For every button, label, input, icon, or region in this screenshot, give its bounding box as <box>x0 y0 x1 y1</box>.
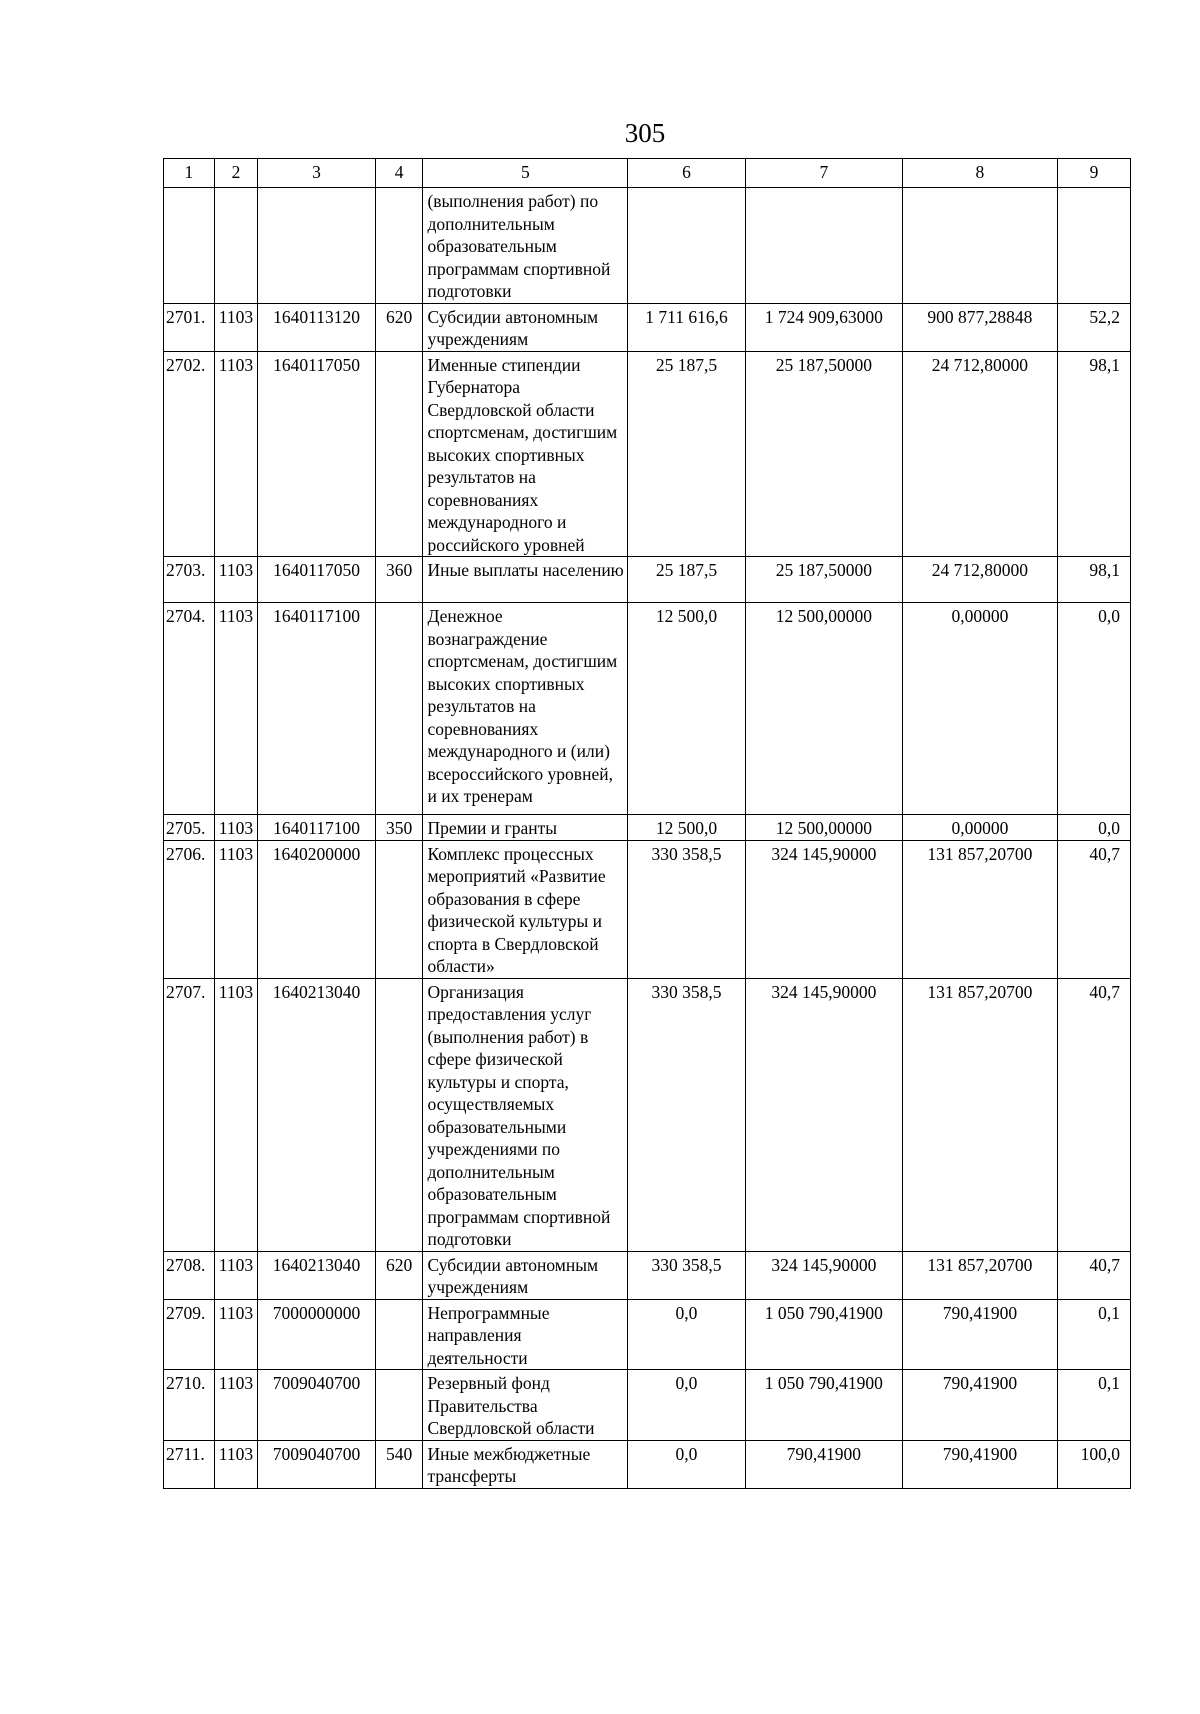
value-col-8: 24 712,80000 <box>902 557 1057 603</box>
table-row <box>164 1251 1131 1299</box>
budget-table <box>163 158 1131 1489</box>
section-code: 1103 <box>214 351 258 557</box>
value-col-7: 25 187,50000 <box>745 351 902 557</box>
target-code: 1640117100 <box>258 603 376 815</box>
value-col-8: 131 857,20700 <box>902 840 1057 978</box>
row-number: 2703. <box>164 557 215 603</box>
row-number: 2705. <box>164 815 215 841</box>
section-code <box>214 188 258 304</box>
target-code: 7009040700 <box>258 1440 376 1488</box>
row-number: 2709. <box>164 1299 215 1370</box>
section-code: 1103 <box>214 303 258 351</box>
table-row <box>164 603 1131 815</box>
value-col-9: 98,1 <box>1057 351 1130 557</box>
expense-type <box>375 603 423 815</box>
value-col-8: 790,41900 <box>902 1299 1057 1370</box>
value-col-8: 131 857,20700 <box>902 1251 1057 1299</box>
row-number: 2706. <box>164 840 215 978</box>
table-row <box>164 303 1131 351</box>
table-row <box>164 1440 1131 1488</box>
row-number: 2702. <box>164 351 215 557</box>
value-col-7: 25 187,50000 <box>745 557 902 603</box>
target-code: 7000000000 <box>258 1299 376 1370</box>
value-col-7: 324 145,90000 <box>745 1251 902 1299</box>
row-description: Организация предоставления услуг (выполнения работ) в сфере физической культуры и спорта, осуществляемых образовательными учреждениями по дополнительным образовательным программам спортивной подготовки <box>423 978 628 1251</box>
column-header: 9 <box>1057 159 1130 188</box>
target-code: 1640117050 <box>258 351 376 557</box>
value-col-8: 0,00000 <box>902 815 1057 841</box>
row-description: (выполнения работ) по дополнительным образовательным программам спортивной подготовки <box>423 188 628 304</box>
value-col-6: 12 500,0 <box>628 815 746 841</box>
value-col-8: 0,00000 <box>902 603 1057 815</box>
value-col-7: 1 050 790,41900 <box>745 1299 902 1370</box>
target-code: 1640213040 <box>258 1251 376 1299</box>
value-col-9: 52,2 <box>1057 303 1130 351</box>
column-header: 2 <box>214 159 258 188</box>
value-col-9: 100,0 <box>1057 1440 1130 1488</box>
value-col-9: 40,7 <box>1057 1251 1130 1299</box>
table-row <box>164 815 1131 841</box>
column-header: 6 <box>628 159 746 188</box>
column-header: 4 <box>375 159 423 188</box>
row-number: 2707. <box>164 978 215 1251</box>
value-col-9: 40,7 <box>1057 840 1130 978</box>
section-code: 1103 <box>214 1299 258 1370</box>
section-code: 1103 <box>214 557 258 603</box>
value-col-9: 0,0 <box>1057 603 1130 815</box>
target-code: 1640200000 <box>258 840 376 978</box>
section-code: 1103 <box>214 978 258 1251</box>
page-number: 305 <box>624 118 666 148</box>
target-code <box>258 188 376 304</box>
value-col-6: 25 187,5 <box>628 351 746 557</box>
expense-type: 540 <box>375 1440 423 1488</box>
section-code: 1103 <box>214 840 258 978</box>
expense-type: 360 <box>375 557 423 603</box>
expense-type <box>375 840 423 978</box>
value-col-7: 790,41900 <box>745 1440 902 1488</box>
row-description: Денежное вознаграждение спортсменам, достигшим высоких спортивных результатов на соревнованиях международного и (или) всероссийского уровней, и их тренерам <box>423 603 628 815</box>
expense-type <box>375 978 423 1251</box>
table-row <box>164 978 1131 1251</box>
section-code: 1103 <box>214 1370 258 1441</box>
section-code: 1103 <box>214 815 258 841</box>
row-description: Иные межбюджетные трансферты <box>423 1440 628 1488</box>
value-col-6: 1 711 616,6 <box>628 303 746 351</box>
value-col-7: 1 050 790,41900 <box>745 1370 902 1441</box>
table-row <box>164 557 1131 603</box>
row-description: Комплекс процессных мероприятий «Развитие образования в сфере физической культуры и спорта в Свердловской области» <box>423 840 628 978</box>
value-col-6: 0,0 <box>628 1370 746 1441</box>
target-code: 1640117050 <box>258 557 376 603</box>
target-code: 1640113120 <box>258 303 376 351</box>
column-header: 8 <box>902 159 1057 188</box>
row-description: Иные выплаты населению <box>423 557 628 603</box>
value-col-8 <box>902 188 1057 304</box>
expense-type <box>375 188 423 304</box>
section-code: 1103 <box>214 603 258 815</box>
value-col-6: 330 358,5 <box>628 978 746 1251</box>
column-header: 5 <box>423 159 628 188</box>
row-number: 2704. <box>164 603 215 815</box>
value-col-7: 324 145,90000 <box>745 978 902 1251</box>
value-col-6: 330 358,5 <box>628 840 746 978</box>
value-col-7: 12 500,00000 <box>745 603 902 815</box>
section-code: 1103 <box>214 1251 258 1299</box>
header-row <box>164 159 1131 188</box>
table-row <box>164 1299 1131 1370</box>
expense-type <box>375 351 423 557</box>
value-col-8: 790,41900 <box>902 1370 1057 1441</box>
value-col-9: 0,1 <box>1057 1370 1130 1441</box>
column-header: 3 <box>258 159 376 188</box>
row-number: 2710. <box>164 1370 215 1441</box>
value-col-7: 324 145,90000 <box>745 840 902 978</box>
row-number: 2711. <box>164 1440 215 1488</box>
expense-type: 620 <box>375 303 423 351</box>
value-col-9: 0,0 <box>1057 815 1130 841</box>
target-code: 1640213040 <box>258 978 376 1251</box>
row-description: Резервный фонд Правительства Свердловской области <box>423 1370 628 1441</box>
expense-type <box>375 1299 423 1370</box>
value-col-8: 900 877,28848 <box>902 303 1057 351</box>
value-col-9: 40,7 <box>1057 978 1130 1251</box>
value-col-9 <box>1057 188 1130 304</box>
row-description: Непрограммные направления деятельности <box>423 1299 628 1370</box>
value-col-6 <box>628 188 746 304</box>
value-col-6: 0,0 <box>628 1299 746 1370</box>
table-body <box>164 188 1131 1489</box>
value-col-7: 12 500,00000 <box>745 815 902 841</box>
table-row <box>164 840 1131 978</box>
column-header: 1 <box>164 159 215 188</box>
row-number: 2708. <box>164 1251 215 1299</box>
value-col-6: 330 358,5 <box>628 1251 746 1299</box>
value-col-8: 790,41900 <box>902 1440 1057 1488</box>
section-code: 1103 <box>214 1440 258 1488</box>
row-description: Субсидии автономным учреждениям <box>423 303 628 351</box>
row-description: Именные стипендии Губернатора Свердловской области спортсменам, достигшим высоких спортивных результатов на соревнованиях международного и российского уровней <box>423 351 628 557</box>
value-col-6: 12 500,0 <box>628 603 746 815</box>
expense-type <box>375 1370 423 1441</box>
value-col-7 <box>745 188 902 304</box>
table-row <box>164 351 1131 557</box>
target-code: 1640117100 <box>258 815 376 841</box>
row-number <box>164 188 215 304</box>
row-description: Субсидии автономным учреждениям <box>423 1251 628 1299</box>
expense-type: 350 <box>375 815 423 841</box>
target-code: 7009040700 <box>258 1370 376 1441</box>
row-number: 2701. <box>164 303 215 351</box>
value-col-9: 98,1 <box>1057 557 1130 603</box>
value-col-8: 24 712,80000 <box>902 351 1057 557</box>
row-description: Премии и гранты <box>423 815 628 841</box>
value-col-9: 0,1 <box>1057 1299 1130 1370</box>
column-header: 7 <box>745 159 902 188</box>
value-col-6: 25 187,5 <box>628 557 746 603</box>
value-col-6: 0,0 <box>628 1440 746 1488</box>
expense-type: 620 <box>375 1251 423 1299</box>
table-row <box>164 1370 1131 1441</box>
value-col-8: 131 857,20700 <box>902 978 1057 1251</box>
table-row <box>164 188 1131 304</box>
value-col-7: 1 724 909,63000 <box>745 303 902 351</box>
